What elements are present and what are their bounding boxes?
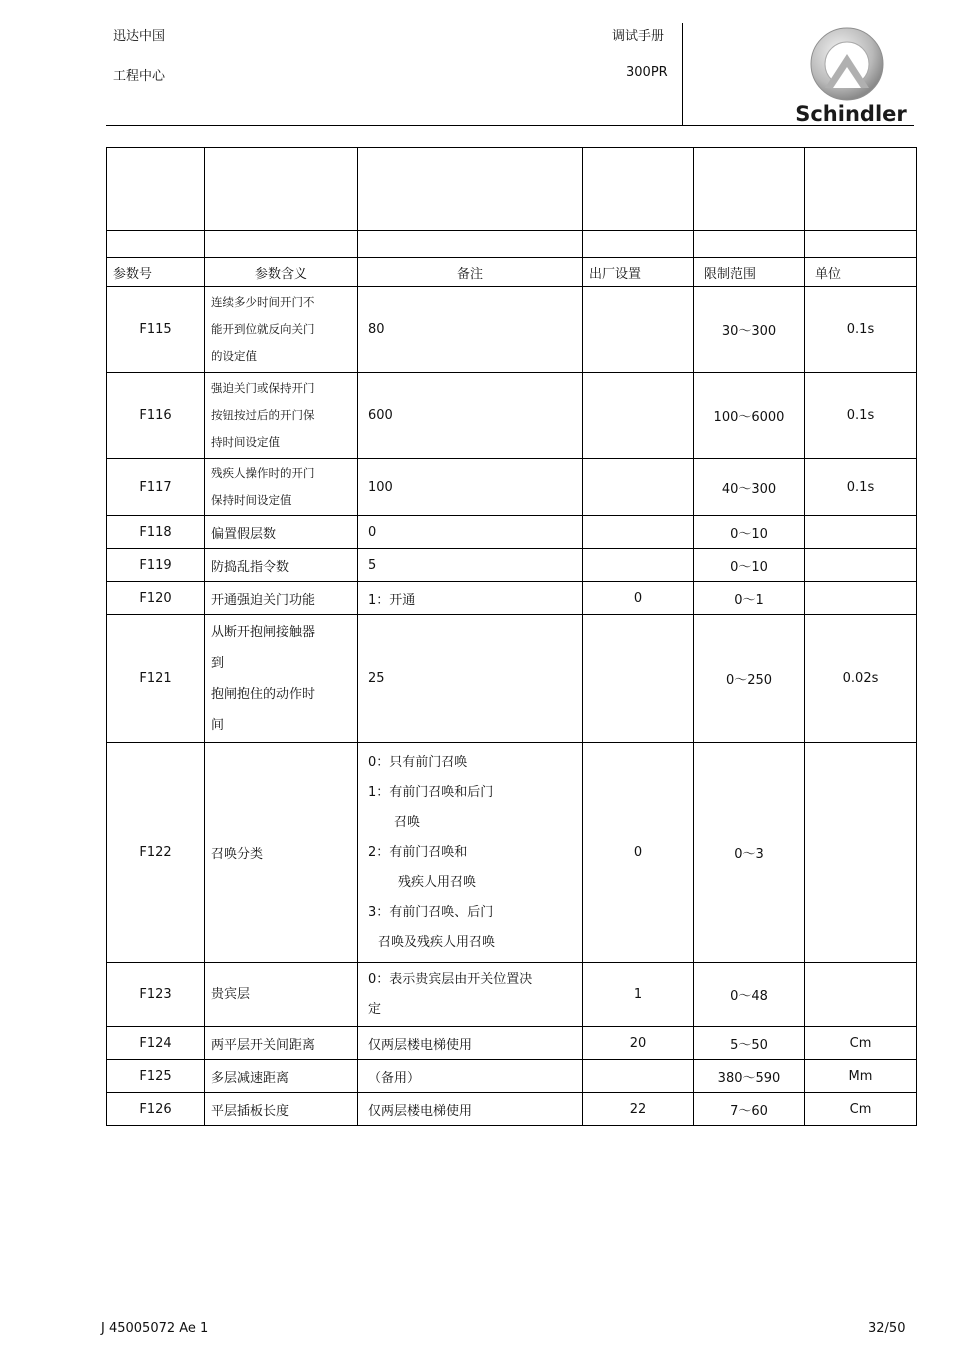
meaning-line: 两平层开关间距离 bbox=[211, 1037, 316, 1053]
col-header-note: 备注 bbox=[358, 258, 583, 287]
param-meaning bbox=[205, 963, 358, 1027]
param-id: F122 bbox=[107, 743, 205, 963]
table-row bbox=[107, 615, 917, 743]
param-default bbox=[583, 373, 694, 459]
table-row bbox=[107, 287, 917, 373]
param-unit bbox=[805, 743, 917, 963]
meaning-line: 偏置假层数 bbox=[211, 526, 277, 542]
param-id: F125 bbox=[107, 1060, 205, 1093]
param-unit: 0.1s bbox=[805, 459, 917, 516]
param-range: 5～50 bbox=[694, 1027, 805, 1060]
param-note bbox=[358, 1060, 583, 1093]
param-unit bbox=[805, 549, 917, 582]
department-name: 工程中心 bbox=[113, 69, 166, 84]
col-header-range: 限制范围 bbox=[694, 258, 805, 287]
param-id: F121 bbox=[107, 615, 205, 743]
param-id: F117 bbox=[107, 459, 205, 516]
param-range: 0～10 bbox=[694, 516, 805, 549]
meaning-line: 残疾人操作时的开门 bbox=[211, 466, 315, 480]
param-range: 40～300 bbox=[694, 459, 805, 516]
col-header-meaning: 参数含义 bbox=[205, 258, 358, 287]
meaning-line: 强迫关门或保持开门 bbox=[211, 381, 315, 395]
param-range: 0～10 bbox=[694, 549, 805, 582]
param-range: 0～48 bbox=[694, 963, 805, 1027]
param-meaning bbox=[205, 1027, 358, 1060]
note-line: 残疾人用召唤 bbox=[398, 874, 477, 890]
param-default bbox=[583, 516, 694, 549]
document-model: 300PR bbox=[626, 65, 668, 80]
note-line: （备用） bbox=[368, 1070, 421, 1086]
meaning-line: 平层插板长度 bbox=[211, 1103, 290, 1119]
param-unit: 0.1s bbox=[805, 287, 917, 373]
blank-row bbox=[107, 148, 917, 231]
param-note bbox=[358, 549, 583, 582]
param-default bbox=[583, 1060, 694, 1093]
meaning-line: 连续多少时间开门不 bbox=[211, 295, 315, 309]
param-note bbox=[358, 615, 583, 743]
param-meaning bbox=[205, 516, 358, 549]
note-line: 1：有前门召唤和后门 bbox=[368, 784, 494, 800]
param-note bbox=[358, 743, 583, 963]
document-number: J 45005072 Ae 1 bbox=[101, 1321, 209, 1336]
param-meaning bbox=[205, 549, 358, 582]
param-default: 20 bbox=[583, 1027, 694, 1060]
param-unit bbox=[805, 963, 917, 1027]
meaning-line: 保持时间设定值 bbox=[211, 493, 292, 507]
param-range: 0～1 bbox=[694, 582, 805, 615]
meaning-line: 能开到位就反向关门 bbox=[211, 322, 315, 336]
table-row bbox=[107, 516, 917, 549]
meaning-line: 从断开抱闸接触器 bbox=[211, 624, 316, 640]
meaning-line: 的设定值 bbox=[211, 349, 257, 363]
col-header-id: 参数号 bbox=[107, 258, 205, 287]
note-line: 100 bbox=[368, 479, 393, 495]
page-number: 32/50 bbox=[868, 1321, 906, 1336]
param-meaning bbox=[205, 743, 358, 963]
schindler-logo bbox=[790, 26, 912, 126]
param-id: F124 bbox=[107, 1027, 205, 1060]
note-line: 0：表示贵宾层由开关位置决 bbox=[368, 971, 533, 987]
param-id: F120 bbox=[107, 582, 205, 615]
meaning-line: 贵宾层 bbox=[211, 987, 251, 1002]
org-name: 迅达中国 bbox=[113, 29, 166, 44]
table-row bbox=[107, 582, 917, 615]
col-header-default: 出厂设置 bbox=[583, 258, 694, 287]
meaning-line: 按钮按过后的开门保 bbox=[211, 408, 315, 422]
param-id: F116 bbox=[107, 373, 205, 459]
note-line: 召唤 bbox=[394, 814, 421, 830]
param-id: F123 bbox=[107, 963, 205, 1027]
param-meaning bbox=[205, 459, 358, 516]
schindler-emblem-icon bbox=[790, 26, 912, 104]
param-unit bbox=[805, 582, 917, 615]
meaning-line: 间 bbox=[211, 717, 225, 733]
param-meaning bbox=[205, 615, 358, 743]
param-unit: Mm bbox=[805, 1060, 917, 1093]
note-line: 仅两层楼电梯使用 bbox=[368, 1037, 473, 1053]
note-line: 1：开通 bbox=[368, 592, 416, 608]
note-line: 5 bbox=[368, 557, 377, 573]
note-line: 定 bbox=[368, 1001, 382, 1017]
table-row bbox=[107, 743, 917, 963]
table-row bbox=[107, 459, 917, 516]
param-note bbox=[358, 963, 583, 1027]
param-default: 0 bbox=[583, 582, 694, 615]
note-line: 2：有前门召唤和 bbox=[368, 844, 468, 860]
param-note bbox=[358, 459, 583, 516]
param-range: 30～300 bbox=[694, 287, 805, 373]
param-default bbox=[583, 287, 694, 373]
param-meaning bbox=[205, 1060, 358, 1093]
param-meaning bbox=[205, 373, 358, 459]
note-line: 80 bbox=[368, 322, 385, 337]
param-default: 1 bbox=[583, 963, 694, 1027]
col-header-unit: 单位 bbox=[805, 258, 917, 287]
param-meaning bbox=[205, 1093, 358, 1126]
param-note bbox=[358, 516, 583, 549]
blank-row bbox=[107, 231, 917, 258]
note-line: 召唤及残疾人用召唤 bbox=[378, 934, 496, 950]
note-line: 600 bbox=[368, 408, 393, 423]
param-default: 0 bbox=[583, 743, 694, 963]
param-note bbox=[358, 287, 583, 373]
param-range: 380～590 bbox=[694, 1060, 805, 1093]
meaning-line: 召唤分类 bbox=[211, 847, 264, 862]
parameter-table bbox=[106, 147, 917, 1126]
param-range: 7～60 bbox=[694, 1093, 805, 1126]
header-divider bbox=[682, 23, 683, 125]
param-default bbox=[583, 615, 694, 743]
param-id: F115 bbox=[107, 287, 205, 373]
param-meaning bbox=[205, 287, 358, 373]
meaning-line: 抱闸抱住的动作时 bbox=[211, 686, 316, 702]
table-row bbox=[107, 1060, 917, 1093]
param-default bbox=[583, 549, 694, 582]
param-note bbox=[358, 1027, 583, 1060]
table-header-row bbox=[107, 258, 917, 287]
meaning-line: 多层减速距离 bbox=[211, 1070, 290, 1086]
param-default: 22 bbox=[583, 1093, 694, 1126]
param-unit: 0.1s bbox=[805, 373, 917, 459]
param-unit bbox=[805, 516, 917, 549]
param-range: 0～250 bbox=[694, 615, 805, 743]
param-note bbox=[358, 1093, 583, 1126]
param-id: F118 bbox=[107, 516, 205, 549]
note-line: 0：只有前门召唤 bbox=[368, 754, 468, 770]
param-id: F126 bbox=[107, 1093, 205, 1126]
param-unit: Cm bbox=[805, 1027, 917, 1060]
meaning-line: 开通强迫关门功能 bbox=[211, 592, 316, 608]
param-note bbox=[358, 582, 583, 615]
meaning-line: 持时间设定值 bbox=[211, 435, 280, 449]
table-row bbox=[107, 1027, 917, 1060]
note-line: 0 bbox=[368, 524, 377, 540]
param-range: 0～3 bbox=[694, 743, 805, 963]
meaning-line: 到 bbox=[211, 655, 225, 671]
param-range: 100～6000 bbox=[694, 373, 805, 459]
table-row bbox=[107, 549, 917, 582]
param-unit: 0.02s bbox=[805, 615, 917, 743]
table-row bbox=[107, 373, 917, 459]
table-row bbox=[107, 963, 917, 1027]
logo-wordmark: Schindler bbox=[795, 102, 907, 126]
document-title: 调试手册 bbox=[612, 29, 665, 44]
param-meaning bbox=[205, 582, 358, 615]
note-line: 3：有前门召唤、后门 bbox=[368, 904, 494, 920]
param-default bbox=[583, 459, 694, 516]
table-row bbox=[107, 1093, 917, 1126]
note-line: 仅两层楼电梯使用 bbox=[368, 1103, 473, 1119]
param-unit: Cm bbox=[805, 1093, 917, 1126]
param-id: F119 bbox=[107, 549, 205, 582]
meaning-line: 防捣乱指令数 bbox=[211, 559, 290, 575]
param-note bbox=[358, 373, 583, 459]
note-line: 25 bbox=[368, 671, 385, 686]
